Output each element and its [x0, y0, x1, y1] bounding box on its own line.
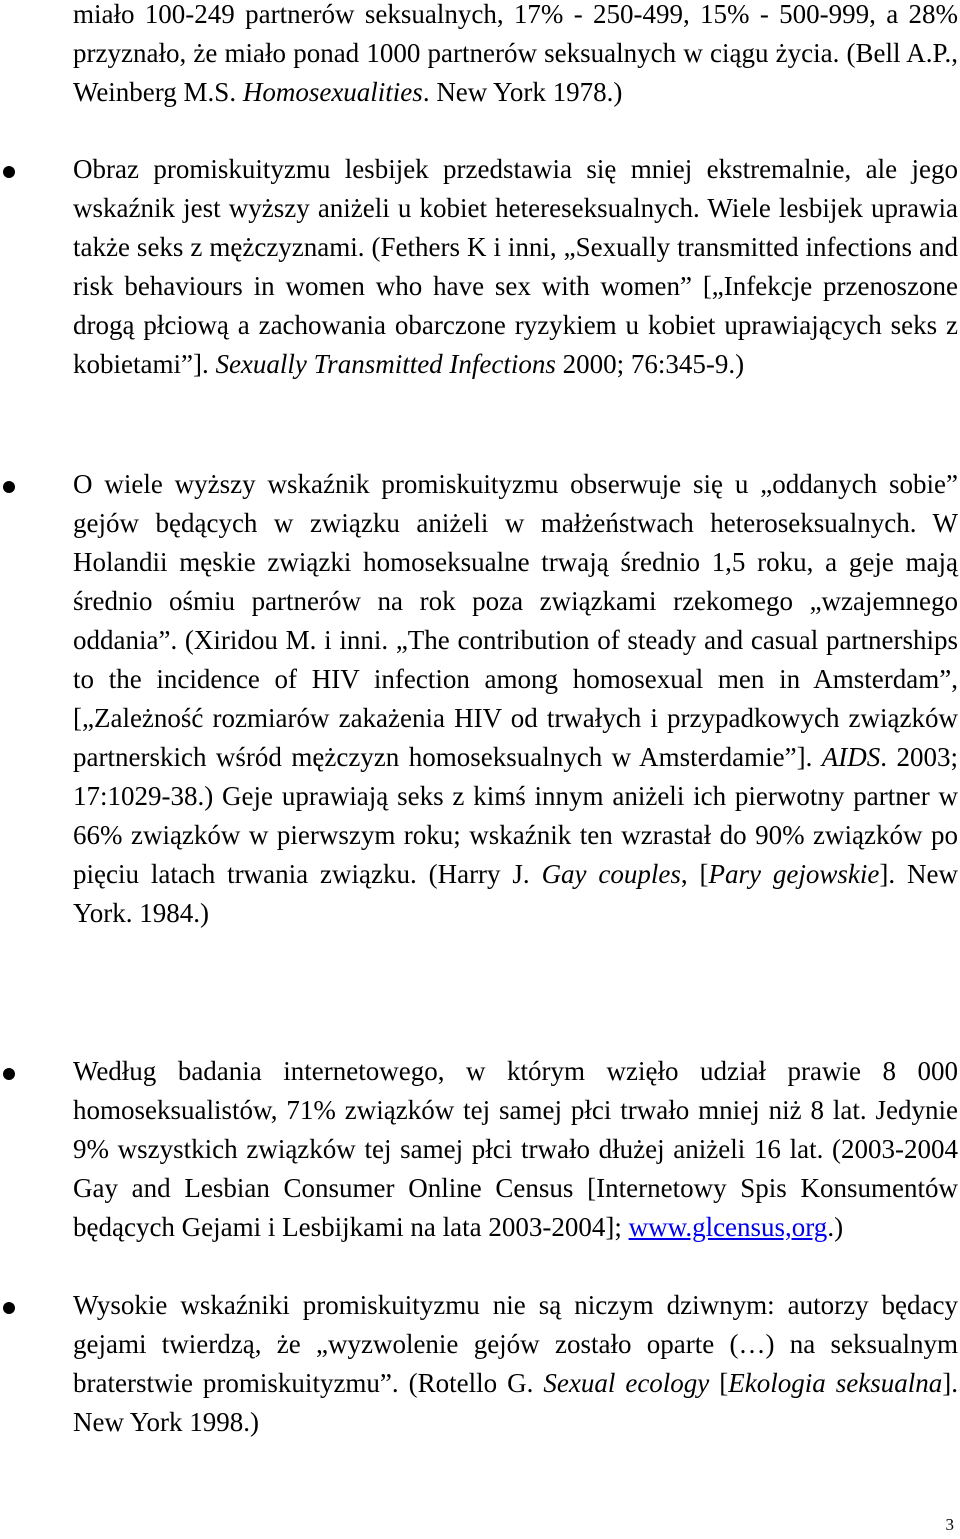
italic-title: Pary gejowskie [708, 859, 880, 889]
italic-title: Sexually Transmitted Infections [215, 349, 556, 379]
text-segment: . New York 1978.) [422, 77, 623, 107]
text-segment: Wysokie wskaźniki promiskuityzmu nie są niczym dziwnym: autorzy będacy gejami twierdzą, że „wyzwolenie gejów zostało oparte (…) na seksualnym braterstwie promiskuityzmu”. (Rotello G. [73, 1290, 958, 1398]
italic-title: Gay couples [541, 859, 681, 889]
bullet-icon [3, 166, 15, 178]
italic-title: AIDS [821, 742, 881, 772]
italic-title: Homosexualities [242, 77, 423, 107]
bullet-icon [3, 1302, 15, 1314]
text-segment: Według badania internetowego, w którym wzięło udział prawie 8 000 homoseksualistów, 71% związków tej samej płci trwało mniej niż 8 lat. Jedynie 9% wszystkich związków tej samej płci trwało dłużej aniżeli 16 lat. (2003-2004 Gay and Lesbian Consumer Online Census [Internetowy Spis Konsumentów będących Gejami i Lesbijkami na lata 2003-2004]; [73, 1056, 958, 1242]
bullet-paragraph-census [73, 1052, 958, 1247]
italic-title: Sexual ecology [543, 1368, 710, 1398]
page-number: 3 [945, 1515, 954, 1534]
text-segment: 2000; 76:345-9.) [555, 349, 745, 379]
text-segment: [ [709, 1368, 729, 1398]
paragraph-continuation [73, 0, 958, 112]
text-segment: miało 100-249 partnerów seksualnych, 17% - 250-499, 15% - 500-999, a 28% przyznało, że miało ponad 1000 partnerów seksualnych w ciągu życia. (Bell A.P., Weinberg M.S. [73, 0, 958, 107]
text-segment: . 2003; 17:1029-38.) Geje uprawiają seks z kimś innym aniżeli ich pierwotny partner w 66% związków w pierwszym roku; wskaźnik ten wzrastał do 90% związków po pięciu latach trwania związku. (Harry J. [73, 742, 958, 889]
text-segment: Obraz promiskuityzmu lesbijek przedstawia się mniej ekstremalnie, ale jego wskaźnik jest wyższy aniżeli u kobiet hetereseksualnych. Wiele lesbijek uprawia także seks z mężczyznami. (Fethers K i inni, „Sexually transmitted infections and risk behaviours in women who have sex with women” [„Infekcje przenoszone drogą płciową a zachowania obarczone ryzykiem u kobiet uprawiających seks z kobietami”]. [73, 154, 958, 379]
bullet-paragraph-lesbians [73, 150, 958, 384]
text-segment: ]. New York 1998.) [73, 1368, 958, 1437]
bullet-icon [3, 1068, 15, 1080]
bullet-paragraph-couples [73, 465, 958, 933]
text-segment: ]. New York. 1984.) [73, 859, 958, 928]
text-segment: , [ [680, 859, 709, 889]
bullet-icon [3, 481, 15, 493]
text-segment: .) [827, 1212, 844, 1242]
bullet-paragraph-rotello [73, 1286, 958, 1442]
census-link[interactable]: www.glcensus,org [628, 1212, 828, 1242]
text-segment: O wiele wyższy wskaźnik promiskuityzmu obserwuje się u „oddanych sobie” gejów będących w związku aniżeli w małżeństwach heteroseksualnych. W Holandii męskie związki homoseksualne trwają średnio 1,5 roku, a geje mają średnio ośmiu partnerów na rok poza związkami rzekomego „wzajemnego oddania”. (Xiridou M. i inni. „The contribution of steady and casual partnerships to the incidence of HIV infection among homosexual men in Amsterdam”, [„Zależność rozmiarów zakażenia HIV od trwałych i przypadkowych związków partnerskich wśród mężczyzn homoseksualnych w Amsterdamie”]. [73, 469, 958, 772]
italic-title: Ekologia seksualna [728, 1368, 943, 1398]
